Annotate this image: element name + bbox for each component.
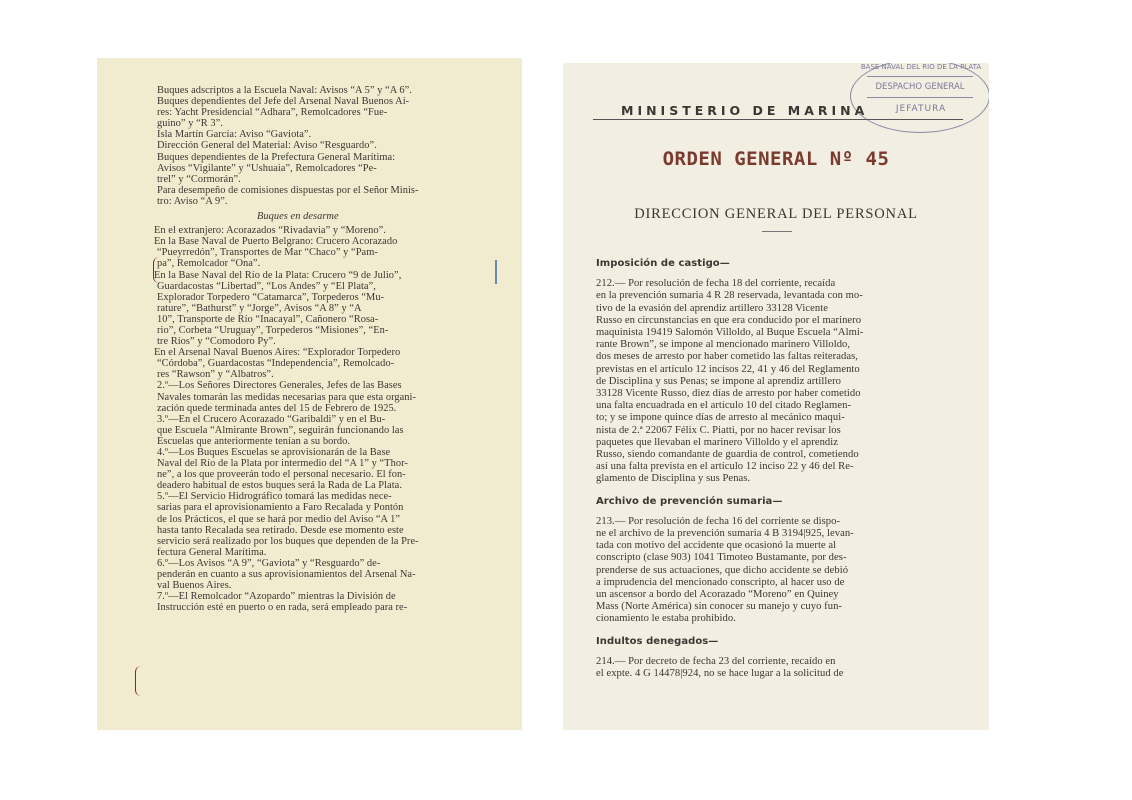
text-line: 3.º—En el Crucero Acorazado “Garibaldi” y en el Bu- [157, 413, 386, 425]
text-line: Russo en circunstancias en que era conducido por el marinero [596, 314, 862, 326]
text-line: val Buenos Aires. [157, 580, 232, 592]
left-page-text [154, 85, 419, 614]
text-line: Russo, siendo comandante de guardia de control, cometiendo [596, 449, 859, 461]
text-line: tro: Aviso “A 9”. [157, 195, 228, 207]
text-line: Buques dependientes de la Prefectura General Marítima: [157, 151, 396, 163]
margin-bracket-mark [135, 666, 141, 696]
block-heading: Indultos denegados— [596, 635, 719, 647]
text-line: “Córdoba”, Guardacostas “Independencia”, Remolcado- [157, 358, 395, 370]
text-line: trel” y “Cormorán”. [157, 173, 241, 185]
text-line: que Escuela “Almirante Brown”, seguirán funcionando las [157, 424, 404, 436]
text-line: tre Ríos” y “Comodoro Py”. [157, 336, 276, 348]
spacer [596, 270, 863, 278]
text-line: res: Yacht Presidencial “Adhara”, Remolcadores “Fue- [157, 107, 388, 119]
text-line: deadero habitual de estos buques será la Rada de La Plata. [157, 480, 402, 492]
text-line: paquetes que llevaban el marinero Villoldo y el aprendiz [596, 436, 839, 448]
text-line: Naval del Río de la Plata por intermedio del “A 1” y “Thor- [157, 458, 408, 470]
section-title: DIRECCION GENERAL DEL PERSONAL [634, 206, 918, 222]
text-line: ne”, a los que proveerán todo el personal necesario. El fon- [157, 469, 406, 481]
text-line: rature”, “Bathurst” y “Jorge”, Avisos “A 8” y “A [157, 302, 362, 314]
text-line: pa”, Remolcador “Ona”. [157, 258, 261, 270]
spacer [596, 486, 863, 496]
text-line: dos meses de arresto por haber cometido las faltas reiteradas, [596, 351, 858, 363]
text-line: Guardacostas “Libertad”, “Los Andes” y “El Plata”, [157, 280, 376, 292]
text-line: to; y se impone quince días de arresto al mecánico maqui- [596, 412, 845, 424]
margin-bracket-mark [153, 257, 159, 283]
block-heading: Archivo de prevención sumaria— [596, 495, 783, 507]
text-line: guino” y “R 3”. [157, 118, 223, 130]
text-line: Escuelas que anteriormente tenían a su bordo. [157, 435, 350, 447]
spacer [596, 648, 863, 656]
stamp-bottom-text: JEFATURA [895, 104, 947, 114]
text-line: hasta tanto Recalada sea retirado. Desde ese momento este [157, 524, 404, 536]
text-line: 2.º—Los Señores Directores Generales, Jefes de las Bases [157, 380, 402, 392]
text-line: una falta encuadrada en el artículo 10 del citado Reglamen- [596, 400, 852, 412]
text-line: En la Base Naval del Río de la Plata: Crucero “9 de Julio”, [154, 269, 402, 281]
text-line: Instrucción esté en puerto o en rada, será empleado para re- [157, 602, 408, 614]
text-line: res “Rawson” y “Albatros”. [157, 369, 274, 381]
text-line: el expte. 4 G 14478|924, no se hace lugar a la solicitud de [596, 668, 844, 680]
text-line: tivo de la evasión del aprendiz artillero 33128 Vicente [596, 302, 828, 314]
text-line: Isla Martín García: Aviso “Gaviota”. [157, 129, 312, 141]
text-line: Dirección General del Material: Aviso “Resguardo”. [157, 140, 377, 152]
text-line: “Pueyrredón”, Transportes de Mar “Chaco” y “Pam- [157, 247, 378, 259]
spacer [596, 508, 863, 516]
text-line: 213.— Por resolución de fecha 16 del corriente se dispo- [596, 515, 841, 527]
stamp-center-text: DESPACHO GENERAL [867, 76, 973, 98]
text-line: rio”, Corbeta “Uruguay”, Torpederos “Misiones”, “En- [157, 324, 389, 336]
text-line: 4.º—Los Buques Escuelas se aprovisionarán de la Base [157, 447, 391, 458]
text-line: cionamiento le estaba prohibido. [596, 613, 736, 625]
header-rule [593, 119, 963, 120]
text-line: prenderse de sus actuaciones, que dicho accidente se debió [596, 564, 849, 576]
margin-line-mark [495, 260, 497, 284]
text-line: en la prevención sumaria 4 R 28 reservada, levantada con mo- [596, 290, 863, 302]
text-line: Buques dependientes del Jefe del Arsenal Naval Buenos Ai- [157, 96, 410, 108]
text-line: 212.— Por resolución de fecha 18 del corriente, recaída [596, 278, 836, 290]
text-line: Navales tomarán las medidas necesarias para que esta organi- [157, 391, 417, 403]
text-line: tada con motivo del accidente que ocasionó la muerte al [596, 540, 837, 552]
left-document-page [97, 58, 522, 730]
text-line: 6.º—Los Avisos “A 9”, “Gaviota” y “Resguardo” de- [157, 557, 381, 569]
text-line: Explorador Torpedero “Catamarca”, Torpederos “Mu- [157, 291, 385, 303]
text-line: fectura General Marítima. [157, 546, 267, 558]
text-line: 10”, Transporte de Río “Inacayal”, Cañonero “Rosa- [157, 313, 379, 325]
order-title: ORDEN GENERAL Nº 45 [662, 148, 890, 170]
text-line: a imprudencia del mencionado conscripto, al hacer uso de [596, 576, 845, 588]
text-line: un ascensor a bordo del Acorazado “Moreno” en Quiney [596, 589, 839, 601]
text-line: glamento de Disciplina y sus Penas. [596, 473, 751, 485]
text-line: rante Brown”, se impone al mencionado marinero Villoldo, [596, 339, 851, 351]
text-line: previstas en el artículo 12 incisos 22, 41 y 46 del Reglamento [596, 363, 860, 375]
text-line: maquinista 19419 Salomón Villoldo, al Buque Escuela “Almi- [596, 327, 864, 339]
text-line: 5.º—El Servicio Hidrográfico tomará las medidas nece- [157, 491, 392, 503]
text-line: zación quede terminada antes del 15 de Febrero de 1925. [157, 402, 397, 414]
section-heading-buques-en-desarme: Buques en desarme [257, 211, 339, 223]
text-line: así una falta prevista en el artículo 12 inciso 22 y 46 del Re- [596, 461, 854, 473]
right-document-page [563, 63, 989, 730]
spacer [596, 626, 863, 636]
stamp-top-text: BASE NAVAL DEL RIO DE LA PLATA [860, 63, 982, 71]
text-line: Buques adscriptos a la Escuela Naval: Avisos “A 5” y “A 6”. [157, 85, 412, 96]
text-line: servicio será realizado por los buques que dependen de la Pre- [157, 535, 419, 547]
text-line: penderán en cuanto a sus aprovisionamientos del Arsenal Na- [157, 569, 416, 581]
section-rule [762, 231, 792, 232]
text-line: nista de 2.ª 22067 Félix C. Piatti, por no hacer revisar los [596, 424, 841, 436]
text-line: 33128 Vicente Russo, diez días de arresto por haber cometido [596, 388, 861, 400]
text-line: Avisos “Vigilante” y “Ushuaia”, Remolcadores “Pe- [157, 162, 377, 174]
text-line: En la Base Naval de Puerto Belgrano: Crucero Acorazado [154, 236, 398, 248]
right-page-text [596, 258, 863, 680]
text-line: En el extranjero: Acorazados “Rivadavia” y “Moreno”. [154, 225, 386, 237]
text-line: ne el archivo de la prevención sumaria 4 B 3194|925, levan- [596, 528, 854, 540]
office-stamp [850, 63, 989, 133]
text-line: 7.º—El Remolcador “Azopardo” mientras la División de [157, 591, 396, 603]
ministry-header: MINISTERIO DE MARINA [621, 103, 869, 118]
block-heading: Imposición de castigo— [596, 258, 730, 269]
text-line: de los Prácticos, el que se hará por medio del Aviso “A 1” [157, 513, 401, 525]
text-line: Para desempeño de comisiones dispuestas por el Señor Minis- [157, 184, 419, 196]
text-line: de Disciplina y sus Penas; se impone al aprendiz artillero [596, 375, 842, 387]
text-line: En el Arsenal Naval Buenos Aires: “Explorador Torpedero [154, 347, 401, 359]
text-line: Mass (Norte América) sin conocer su manejo y cuyo fun- [596, 601, 842, 613]
text-line: sarias para el aprovisionamiento a Faro Recalada y Pontón [157, 502, 404, 514]
text-line: 214.— Por decreto de fecha 23 del corriente, recaído en [596, 655, 836, 667]
text-line: conscripto (clase 903) 1041 Timoteo Bustamante, por des- [596, 552, 847, 564]
